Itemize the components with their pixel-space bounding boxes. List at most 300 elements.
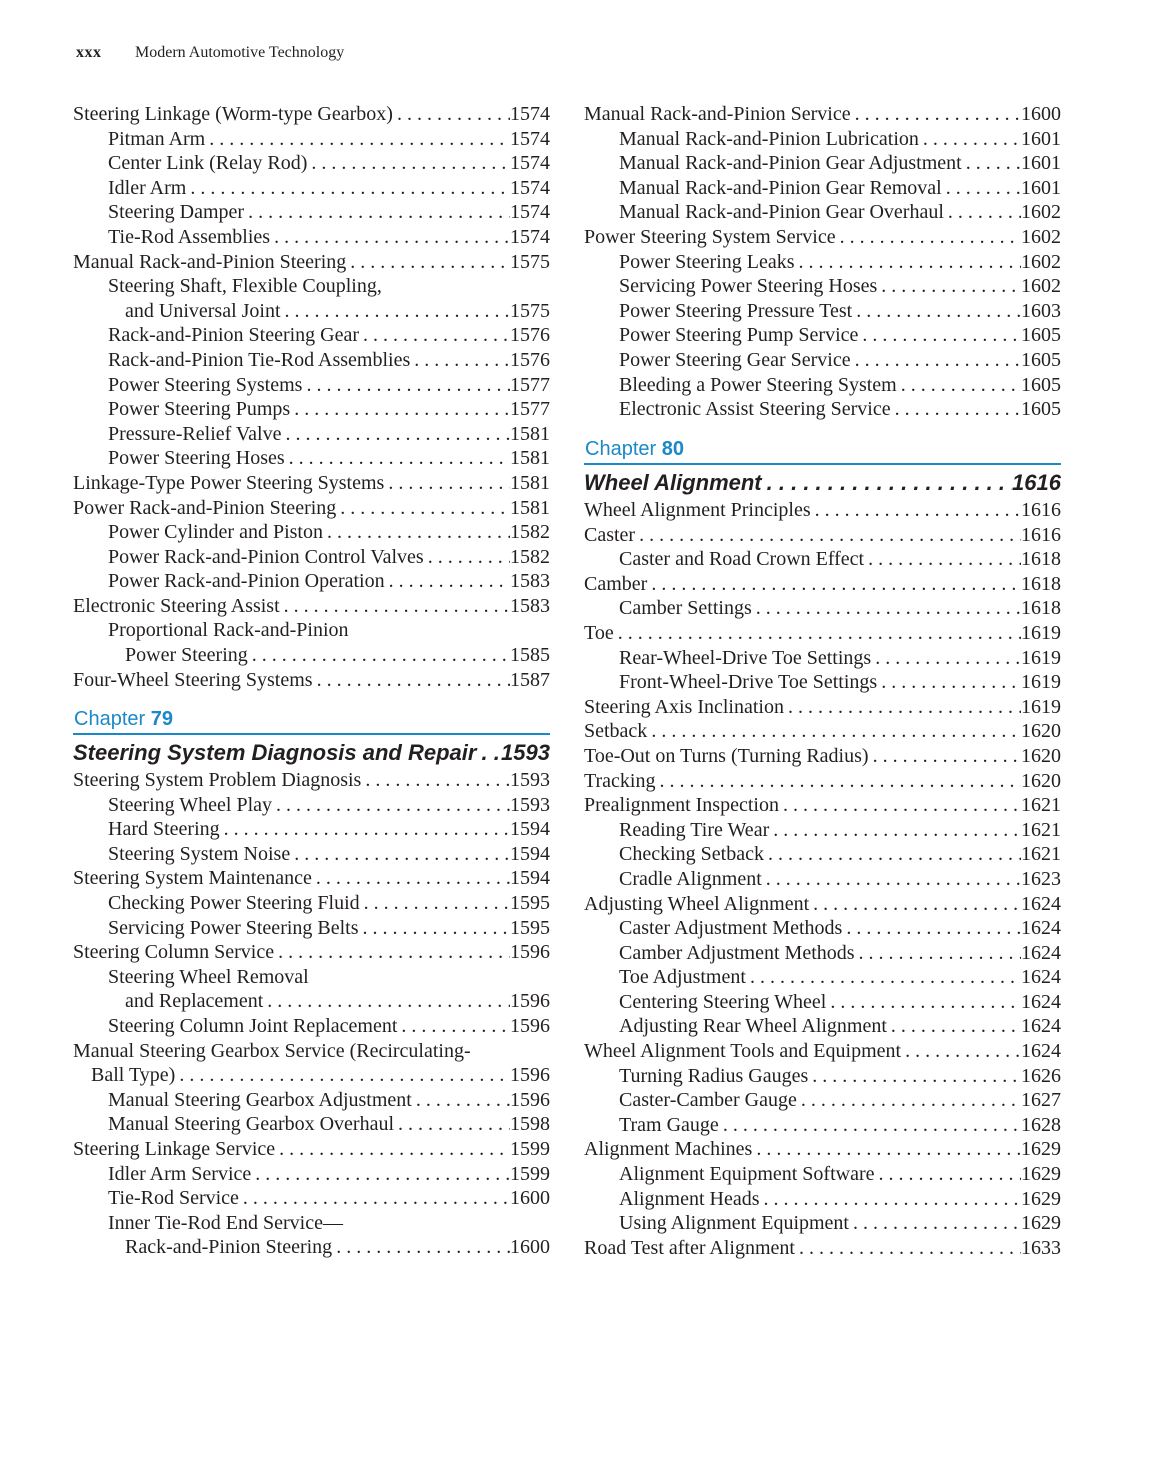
page-number: xxx (76, 44, 102, 61)
toc-entry-title: Manual Rack-and-Pinion Gear Removal (619, 176, 942, 199)
dot-leader (836, 225, 1021, 250)
dot-leader (251, 1162, 510, 1187)
dot-leader (281, 299, 510, 324)
toc-entry-page: 1633 (1021, 1236, 1061, 1259)
toc-entry-title: Power Steering Pumps (108, 398, 291, 421)
toc-entry[interactable] (73, 299, 550, 324)
toc-entry[interactable] (584, 572, 1061, 597)
toc-entry[interactable] (73, 127, 550, 152)
toc-entry[interactable] (73, 916, 550, 941)
dot-leader (797, 1088, 1021, 1113)
toc-entry-title: Four-Wheel Steering Systems (73, 668, 313, 691)
dot-leader (394, 1112, 510, 1137)
toc-entry[interactable] (584, 373, 1061, 398)
toc-entry[interactable] (73, 594, 550, 619)
toc-entry[interactable] (73, 768, 550, 793)
toc-entry[interactable] (73, 1088, 550, 1113)
dot-leader (852, 299, 1021, 324)
toc-entry[interactable] (584, 1137, 1061, 1162)
chapter-title-row[interactable] (584, 468, 1061, 498)
toc-entry-title: Using Alignment Equipment (619, 1212, 849, 1235)
toc-entry-title: Proportional Rack-and-Pinion (108, 619, 349, 642)
toc-entry-page: 1595 (510, 916, 550, 939)
toc-entry[interactable] (73, 1063, 550, 1088)
toc-entry[interactable] (73, 965, 550, 990)
toc-entry-title: Centering Steering Wheel (619, 990, 827, 1013)
toc-entry[interactable] (73, 793, 550, 818)
toc-entry-title: Steering Shaft, Flexible Coupling, (108, 275, 382, 298)
dot-leader (397, 1014, 510, 1039)
toc-entry-page: 1577 (510, 398, 550, 421)
toc-entry-page: 1587 (510, 668, 550, 691)
toc-entry[interactable] (73, 373, 550, 398)
toc-entry[interactable] (73, 1211, 550, 1236)
toc-entry-title: Prealignment Inspection (584, 794, 779, 817)
toc-entry-page: 1581 (510, 447, 550, 470)
toc-entry[interactable] (73, 643, 550, 668)
dot-leader (864, 547, 1021, 572)
dot-leader (901, 1039, 1021, 1064)
dot-leader (346, 250, 510, 275)
toc-entry-title: Manual Steering Gearbox Overhaul (108, 1113, 395, 1136)
toc-entry-title: Road Test after Alignment (584, 1236, 795, 1259)
toc-entry-page: 1616 (1021, 523, 1061, 546)
toc-entry-title: Electronic Steering Assist (73, 594, 280, 617)
toc-entry-title: Ball Type) (91, 1064, 176, 1087)
toc-entry-page: 1605 (1021, 324, 1061, 347)
toc-entry[interactable] (584, 842, 1061, 867)
toc-entry[interactable] (73, 817, 550, 842)
toc-entry[interactable] (584, 867, 1061, 892)
dot-leader (175, 1063, 510, 1088)
chapter-title-row[interactable] (73, 738, 550, 768)
toc-entry-title: Toe (584, 621, 614, 644)
dot-leader (811, 498, 1021, 523)
toc-entry-page: 1583 (510, 594, 550, 617)
toc-entry[interactable] (584, 547, 1061, 572)
toc-entry[interactable] (73, 1039, 550, 1064)
dot-leader (746, 965, 1021, 990)
toc-entry-page: 1620 (1021, 744, 1061, 767)
toc-entry-title: Power Steering Hoses (108, 447, 285, 470)
toc-entry[interactable] (73, 940, 550, 965)
toc-entry-page: 1575 (510, 299, 550, 322)
toc-entry-title: and Universal Joint (125, 299, 281, 322)
toc-entry-title: Steering System Problem Diagnosis (73, 769, 362, 791)
toc-entry-page: 1629 (1021, 1138, 1061, 1161)
toc-entry-title: Manual Rack-and-Pinion Gear Overhaul (619, 201, 944, 224)
toc-entry[interactable] (73, 397, 550, 422)
toc-entry-page: 1628 (1021, 1113, 1061, 1136)
toc-entry-page: 1623 (1021, 867, 1061, 890)
toc-entry[interactable] (584, 102, 1061, 127)
toc-entry-page: 1619 (1021, 671, 1061, 694)
toc-entry-page: 1620 (1021, 769, 1061, 792)
dot-leader (412, 1088, 510, 1113)
toc-entry-title: Wheel Alignment Principles (584, 499, 811, 521)
toc-entry[interactable] (584, 941, 1061, 966)
dot-leader (290, 842, 510, 867)
toc-entry[interactable] (73, 348, 550, 373)
dot-leader (942, 176, 1021, 201)
dot-leader (752, 1137, 1021, 1162)
toc-entry-title: Steering Linkage Service (73, 1137, 276, 1160)
dot-leader (875, 1162, 1021, 1187)
dot-leader (855, 941, 1021, 966)
toc-entry-title: Steering Damper (108, 201, 245, 224)
toc-entry[interactable] (584, 151, 1061, 176)
toc-entry-page: 1627 (1021, 1089, 1061, 1112)
toc-entry[interactable] (73, 1186, 550, 1211)
toc-entry-title: Manual Rack-and-Pinion Gear Adjustment (619, 152, 962, 175)
toc-entry[interactable] (584, 323, 1061, 348)
toc-entry[interactable] (584, 793, 1061, 818)
dot-leader (869, 744, 1021, 769)
toc-entry-title: Manual Rack-and-Pinion Lubrication (619, 127, 919, 150)
toc-entry-page: 1575 (510, 250, 550, 273)
toc-entry-title: Caster and Road Crown Effect (619, 548, 865, 571)
toc-entry-page: 1600 (510, 1236, 550, 1259)
toc-entry-title: Bleeding a Power Steering System (619, 373, 897, 396)
toc-entry[interactable] (584, 348, 1061, 373)
toc-entry-title: Steering Wheel Play (108, 793, 273, 816)
chapter-number: 80 (661, 438, 684, 460)
toc-entry-page: 1602 (1021, 225, 1061, 248)
toc-entry-page: 1595 (510, 891, 550, 914)
toc-entry[interactable] (73, 842, 550, 867)
chapter-title: Wheel Alignment (584, 470, 762, 495)
toc-entry-page: 1619 (1021, 695, 1061, 718)
toc-entry[interactable] (584, 299, 1061, 324)
toc-entry-title: Tie-Rod Service (108, 1187, 239, 1210)
toc-left-top (73, 102, 550, 692)
toc-entry-title: Tram Gauge (619, 1113, 719, 1136)
toc-entry[interactable] (584, 1064, 1061, 1089)
dot-leader (871, 646, 1021, 671)
toc-entry[interactable] (584, 1236, 1061, 1261)
toc-entry-page: 1598 (510, 1113, 550, 1136)
toc-entry[interactable] (73, 1235, 550, 1260)
dot-leader (849, 1211, 1021, 1236)
toc-entry-page: 1619 (1021, 646, 1061, 669)
toc-entry-title: Checking Setback (619, 843, 764, 866)
dot-leader (769, 818, 1021, 843)
toc-entry-page: 1576 (510, 324, 550, 347)
dot-leader (962, 151, 1021, 176)
chapter-80-entries (584, 498, 1061, 1260)
dot-leader (244, 200, 510, 225)
toc-entry-page: 1602 (1021, 201, 1061, 224)
toc-entry-title: Steering System Noise (108, 842, 291, 865)
toc-entry-page: 1629 (1021, 1187, 1061, 1210)
toc-entry-title: Power Rack-and-Pinion Control Valves (108, 545, 424, 568)
toc-entry[interactable] (73, 1162, 550, 1187)
dot-leader (385, 569, 510, 594)
toc-entry[interactable] (584, 1039, 1061, 1064)
dot-leader (808, 1064, 1021, 1089)
toc-entry-title: Caster Adjustment Methods (619, 917, 843, 940)
toc-entry-page: 1594 (510, 867, 550, 890)
toc-entry-page: 1574 (510, 127, 550, 150)
toc-entry-page: 1624 (1021, 917, 1061, 940)
dot-leader (323, 520, 510, 545)
toc-entry-title: Center Link (Relay Rod) (108, 152, 308, 175)
toc-entry-page: 1585 (510, 644, 550, 667)
toc-entry-title: Setback (584, 720, 648, 743)
toc-entry-page: 1596 (510, 1014, 550, 1037)
toc-entry-title: Power Steering Systems (108, 373, 303, 396)
toc-entry-title: Adjusting Rear Wheel Alignment (619, 1015, 887, 1038)
toc-entry[interactable] (73, 891, 550, 916)
toc-entry[interactable] (73, 200, 550, 225)
toc-entry-title: Steering System Maintenance (73, 867, 312, 890)
dot-leader (361, 768, 510, 793)
dot-leader (762, 867, 1021, 892)
toc-entry[interactable] (584, 225, 1061, 250)
toc-entry[interactable] (73, 102, 550, 127)
dot-leader (764, 842, 1021, 867)
toc-entry-title: Rack-and-Pinion Tie-Rod Assemblies (108, 348, 411, 371)
toc-entry-page: 1619 (1021, 621, 1061, 644)
dot-leader (239, 1186, 510, 1211)
toc-entry-title: Steering Wheel Removal (108, 965, 309, 988)
toc-entry-title: Pitman Arm (108, 127, 206, 150)
toc-entry-page: 1600 (1021, 103, 1061, 125)
toc-entry-title: Servicing Power Steering Hoses (619, 275, 878, 298)
toc-entry-title: Wheel Alignment Tools and Equipment (584, 1040, 902, 1063)
toc-entry[interactable] (73, 668, 550, 693)
toc-entry[interactable] (73, 471, 550, 496)
dot-leader (336, 496, 510, 521)
toc-entry-title: Electronic Assist Steering Service (619, 398, 891, 421)
toc-entry-page: 1574 (510, 103, 550, 125)
toc-entry-title: Reading Tire Wear (619, 818, 770, 841)
page-header (76, 44, 345, 62)
dot-leader (877, 670, 1021, 695)
dot-leader (410, 348, 510, 373)
toc-entry-title: Servicing Power Steering Belts (108, 916, 359, 939)
toc-entry-page: 1602 (1021, 275, 1061, 298)
toc-entry-title: Rack-and-Pinion Steering (125, 1236, 333, 1259)
toc-entry-page: 1582 (510, 545, 550, 568)
toc-entry[interactable] (73, 520, 550, 545)
toc-entry-page: 1618 (1021, 597, 1061, 620)
dot-leader (877, 274, 1021, 299)
toc-entry[interactable] (584, 274, 1061, 299)
dot-leader (851, 348, 1021, 373)
toc-entry-title: Camber (584, 572, 648, 595)
dot-leader (359, 323, 510, 348)
dot-leader (424, 545, 510, 570)
toc-entry-page: 1605 (1021, 348, 1061, 371)
toc-entry-page: 1574 (510, 201, 550, 224)
toc-entry-title: Camber Settings (619, 597, 752, 620)
toc-entry-title: Checking Power Steering Fluid (108, 891, 360, 914)
toc-entry-page: 1601 (1021, 176, 1061, 199)
toc-entry[interactable] (73, 225, 550, 250)
chapter-label: Chapter (585, 438, 657, 460)
toc-entry[interactable] (584, 1088, 1061, 1113)
toc-entry-title: Toe Adjustment (619, 966, 746, 989)
toc-entry-title: Power Steering Gear Service (619, 348, 851, 371)
toc-entry[interactable] (584, 744, 1061, 769)
toc-entry[interactable] (584, 769, 1061, 794)
toc-entry-page: 1621 (1021, 794, 1061, 817)
toc-entry[interactable] (73, 422, 550, 447)
toc-entry-page: 1618 (1021, 548, 1061, 571)
toc-entry-page: 1596 (510, 990, 550, 1013)
toc-entry-title: Caster-Camber Gauge (619, 1089, 797, 1112)
toc-entry-page: 1596 (510, 1088, 550, 1111)
toc-entry-page: 1601 (1021, 152, 1061, 175)
toc-entry[interactable] (584, 1211, 1061, 1236)
toc-entry-title: Alignment Machines (584, 1138, 753, 1161)
chapter-heading (73, 705, 550, 735)
toc-entry[interactable] (73, 176, 550, 201)
toc-entry[interactable] (73, 618, 550, 643)
toc-entry-page: 1603 (1021, 299, 1061, 322)
chapter-page: 1616 (1012, 470, 1061, 495)
toc-entry-page: 1596 (510, 941, 550, 964)
toc-entry-title: Alignment Equipment Software (619, 1163, 875, 1186)
toc-entry-title: Power Steering Pump Service (619, 324, 859, 347)
dot-leader (332, 1235, 510, 1260)
dot-leader (614, 621, 1021, 646)
dot-leader (313, 668, 510, 693)
toc-entry[interactable] (584, 498, 1061, 523)
toc-entry-title: Steering Column Service (73, 941, 275, 964)
dot-leader (359, 916, 510, 941)
toc-entry[interactable] (73, 323, 550, 348)
toc-entry[interactable] (584, 1187, 1061, 1212)
toc-entry[interactable] (73, 274, 550, 299)
toc-entry-page: 1576 (510, 348, 550, 371)
toc-entry[interactable] (73, 569, 550, 594)
toc-entry-title: Power Steering System Service (584, 225, 836, 248)
toc-entry[interactable] (584, 397, 1061, 422)
toc-entry[interactable] (584, 1162, 1061, 1187)
toc-entry[interactable] (584, 916, 1061, 941)
toc-entry[interactable] (584, 621, 1061, 646)
toc-entry[interactable] (584, 200, 1061, 225)
toc-entry-title: Rear-Wheel-Drive Toe Settings (619, 646, 872, 669)
toc-entry[interactable] (73, 151, 550, 176)
dot-leader (186, 176, 510, 201)
dot-leader (887, 1014, 1021, 1039)
toc-entry-page: 1577 (510, 373, 550, 396)
toc-entry[interactable] (584, 250, 1061, 275)
toc-entry[interactable] (73, 866, 550, 891)
toc-entry-page: 1594 (510, 818, 550, 841)
toc-entry[interactable] (73, 496, 550, 521)
toc-entry-title: Power Steering Pressure Test (619, 299, 853, 322)
toc-entry[interactable] (584, 1014, 1061, 1039)
toc-entry[interactable] (584, 719, 1061, 744)
toc-entry[interactable] (73, 1014, 550, 1039)
dot-leader (826, 990, 1021, 1015)
toc-entry-page: 1624 (1021, 990, 1061, 1013)
toc-entry-title: Toe-Out on Turns (Turning Radius) (584, 744, 869, 767)
dot-leader (795, 1236, 1021, 1261)
toc-entry-page: 1624 (1021, 892, 1061, 915)
toc-right-top (584, 102, 1061, 422)
toc-entry-page: 1582 (510, 521, 550, 544)
toc-entry-page: 1621 (1021, 843, 1061, 866)
toc-entry[interactable] (584, 127, 1061, 152)
dot-leader (205, 127, 510, 152)
toc-entry-title: Steering Axis Inclination (584, 695, 784, 718)
dot-leader (220, 817, 510, 842)
toc-entry-title: Power Steering (125, 644, 248, 667)
chapter-label: Chapter (74, 708, 146, 730)
toc-entry[interactable] (73, 1112, 550, 1137)
chapter-title: Steering System Diagnosis and Repair (73, 740, 477, 765)
toc-entry[interactable] (73, 250, 550, 275)
chapter-page: 1593 (501, 740, 550, 765)
toc-entry[interactable] (584, 176, 1061, 201)
toc-entry[interactable] (73, 446, 550, 471)
toc-entry-title: Hard Steering (108, 818, 220, 841)
toc-entry-title: Cradle Alignment (619, 867, 762, 890)
toc-entry[interactable] (584, 965, 1061, 990)
toc-entry[interactable] (584, 990, 1061, 1015)
toc-entry-page: 1629 (1021, 1212, 1061, 1235)
dot-leader (784, 695, 1021, 720)
toc-entry-title: Power Rack-and-Pinion Steering (73, 496, 337, 519)
toc-entry[interactable] (73, 545, 550, 570)
toc-entry-page: 1624 (1021, 966, 1061, 989)
toc-entry-title: Power Steering Leaks (619, 250, 795, 273)
toc-entry-title: Steering Column Joint Replacement (108, 1014, 398, 1037)
dot-leader (851, 102, 1021, 127)
dot-leader (360, 891, 510, 916)
dot-leader (280, 594, 510, 619)
toc-entry-title: and Replacement (125, 990, 264, 1013)
dot-leader (719, 1113, 1021, 1138)
dot-leader (312, 866, 510, 891)
dot-leader (647, 719, 1021, 744)
toc-entry[interactable] (584, 892, 1061, 917)
dot-leader (272, 793, 510, 818)
toc-entry-title: Inner Tie-Rod End Service— (108, 1211, 343, 1234)
chapter-number: 79 (150, 708, 173, 730)
toc-entry-title: Pressure-Relief Valve (108, 422, 282, 445)
chapter-heading (584, 435, 1061, 465)
toc-entry[interactable] (584, 818, 1061, 843)
book-title: Modern Automotive Technology (135, 44, 345, 61)
toc-entry[interactable] (584, 1113, 1061, 1138)
dot-leader (307, 151, 510, 176)
dot-leader (384, 471, 510, 496)
toc-entry-title: Caster (584, 523, 636, 546)
toc-entry-title: Adjusting Wheel Alignment (584, 892, 810, 915)
toc-entry[interactable] (584, 695, 1061, 720)
toc-entry[interactable] (584, 670, 1061, 695)
toc-entry[interactable] (73, 989, 550, 1014)
dot-leader (290, 397, 510, 422)
dot-leader (779, 793, 1021, 818)
dot-leader (647, 572, 1021, 597)
dot-leader (302, 373, 510, 398)
toc-entry[interactable] (584, 523, 1061, 548)
dot-leader (275, 1137, 510, 1162)
toc-entry[interactable] (73, 1137, 550, 1162)
toc-entry-page: 1624 (1021, 941, 1061, 964)
toc-entry-page: 1581 (510, 422, 550, 445)
dot-leader (809, 892, 1021, 917)
toc-entry[interactable] (584, 646, 1061, 671)
toc-entry[interactable] (584, 596, 1061, 621)
